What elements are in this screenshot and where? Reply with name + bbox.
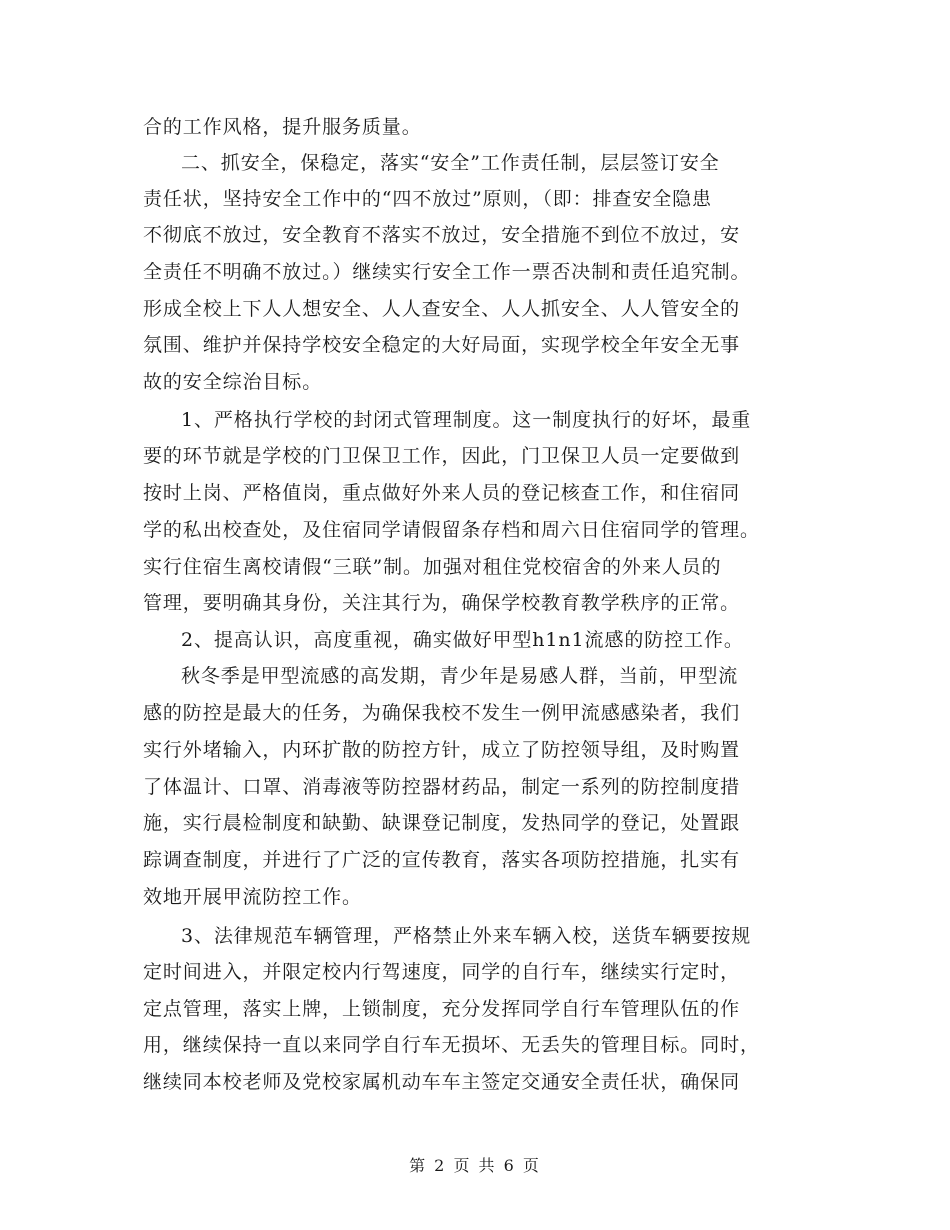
text-line: 了体温计、口罩、消毒液等防控器材药品，制定一系列的防控制度措 [143,776,741,798]
text-line: 氛围、维护并保持学校安全稳定的大好局面，实现学校全年安全无事 [143,334,741,356]
text-line: 学的私出校查处，及住宿同学请假留条存档和周六日住宿同学的管理。 [143,519,760,541]
text-line: 按时上岗、严格值岗，重点做好外来人员的登记核查工作，和住宿同 [143,482,741,504]
text-line: 责任状，坚持安全工作中的“四不放过”原则，（即：排查安全隐患 [143,188,712,210]
text-line: 不彻底不放过，安全教育不落实不放过，安全措施不到位不放过，安 [143,224,741,246]
page-number-footer: 第 2 页 共 6 页 [409,1156,541,1175]
text-line: 要的环节就是学校的门卫保卫工作，因此，门卫保卫人员一定要做到 [143,445,741,467]
paragraph-item-3: 3、法律规范车辆管理，严格禁止外来车辆入校，送货车辆要按规 [181,925,752,947]
paragraph-heading-2: 二、抓安全，保稳定，落实“安全”工作责任制，层层签订安全 [181,152,720,174]
text-line: 定点管理，落实上牌，上锁制度，充分发挥同学自行车管理队伍的作 [143,998,741,1020]
paragraph-item-1: 1、严格执行学校的封闭式管理制度。这一制度执行的好坏，最重 [181,409,752,431]
text-line: 合的工作风格，提升服务质量。 [143,116,422,138]
text-line: 定时间进入，并限定校内行驾速度，同学的自行车，继续实行定时， [143,961,741,983]
paragraph-body: 秋冬季是甲型流感的高发期，青少年是易感人群，当前，甲型流 [181,665,739,687]
text-line: 踪调查制度，并进行了广泛的宣传教育，落实各项防控措施，扎实有 [143,849,741,871]
text-line: 效地开展甲流防控工作。 [143,886,362,908]
text-line: 用，继续保持一直以来同学自行车无损坏、无丢失的管理目标。同时， [143,1034,760,1056]
text-line: 施，实行晨检制度和缺勤、缺课登记制度，发热同学的登记，处置跟 [143,812,741,834]
text-line: 继续同本校老师及党校家属机动车车主签定交通安全责任状，确保同 [143,1071,741,1093]
text-line: 实行外堵输入，内环扩散的防控方针，成立了防控领导组，及时购置 [143,739,741,761]
text-line: 全责任不明确不放过。）继续实行安全工作一票否决制和责任追究制。 [143,261,751,283]
text-line: 感的防控是最大的任务，为确保我校不发生一例甲流感感染者，我们 [143,702,741,724]
text-line: 形成全校上下人人想安全、人人查安全、人人抓安全、人人管安全的 [143,298,741,320]
text-line: 管理，要明确其身份，关注其行为，确保学校教育教学秩序的正常。 [143,592,741,614]
text-line: 实行住宿生离校请假“三联”制。加强对租住党校宿舍的外来人员的 [143,556,722,578]
paragraph-item-2: 2、提高认识，高度重视，确实做好甲型h1n1流感的防控工作。 [181,629,744,651]
text-line: 故的安全综治目标。 [143,371,323,393]
